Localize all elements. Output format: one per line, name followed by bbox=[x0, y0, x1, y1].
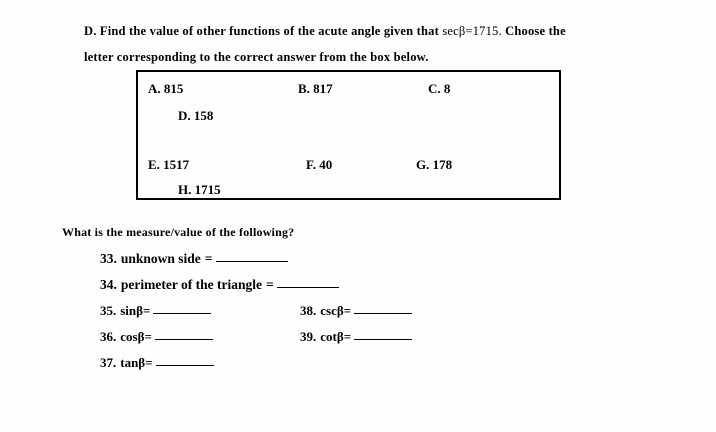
instructions-part-label: D. bbox=[84, 24, 97, 38]
question-item-34 bbox=[100, 276, 339, 293]
answer-option-b-value: 817 bbox=[313, 81, 333, 96]
question-item-33-equals: = bbox=[204, 251, 213, 266]
question-item-36 bbox=[100, 328, 213, 345]
question-item-36-equals: = bbox=[144, 329, 152, 344]
question-item-38-number: 38. bbox=[300, 303, 317, 318]
answer-option-c-value: 8 bbox=[443, 81, 451, 96]
question-items-list bbox=[100, 250, 580, 380]
question-item-37-text: tanβ bbox=[120, 355, 146, 370]
answer-option-b-letter: B. bbox=[298, 81, 310, 96]
question-item-35-answer-blank[interactable] bbox=[153, 301, 211, 314]
answer-option-e-value: 1517 bbox=[163, 157, 190, 172]
question-item-37-equals: = bbox=[145, 355, 153, 370]
instructions-text-before-math: Find the value of other functions of the acute angle given that bbox=[99, 24, 439, 38]
question-item-34-number: 34. bbox=[100, 277, 117, 292]
instructions-line-2: letter corresponding to the correct answer from the box below. bbox=[84, 50, 429, 64]
question-item-36-answer-blank[interactable] bbox=[155, 327, 213, 340]
answer-option-h bbox=[178, 182, 221, 198]
item-row bbox=[100, 250, 580, 276]
question-item-35 bbox=[100, 302, 211, 319]
question-item-39-text: cotβ bbox=[320, 329, 344, 344]
answer-option-a-letter: A. bbox=[148, 81, 161, 96]
answer-option-b bbox=[298, 81, 333, 97]
answer-option-e bbox=[148, 157, 189, 173]
item-row bbox=[100, 354, 580, 380]
question-item-39-equals: = bbox=[343, 329, 352, 344]
answer-option-h-value: 1715 bbox=[194, 182, 221, 197]
question-item-38-equals: = bbox=[343, 303, 352, 318]
instructions-math: secβ=1715. bbox=[442, 24, 502, 38]
answer-option-a bbox=[148, 81, 183, 97]
question-item-33-text: unknown side bbox=[120, 251, 201, 266]
answer-option-g bbox=[416, 157, 452, 173]
instructions-text-after-math: Choose the bbox=[505, 24, 566, 38]
item-row bbox=[100, 328, 580, 354]
question-item-37-number: 37. bbox=[100, 355, 117, 370]
question-item-33-number: 33. bbox=[100, 251, 117, 266]
question-item-33-answer-blank[interactable] bbox=[216, 249, 288, 262]
question-item-38 bbox=[300, 302, 412, 319]
answer-option-f-letter: F. bbox=[306, 157, 316, 172]
question-item-35-text: sinβ bbox=[120, 303, 143, 318]
question-item-34-answer-blank[interactable] bbox=[277, 275, 339, 288]
answer-option-h-letter: H. bbox=[178, 182, 192, 197]
answer-option-f-value: 40 bbox=[319, 157, 333, 172]
answer-option-c-letter: C. bbox=[428, 81, 441, 96]
question-item-36-text: cosβ bbox=[120, 329, 145, 344]
question-item-34-text: perimeter of the triangle bbox=[120, 277, 262, 292]
question-item-35-equals: = bbox=[143, 303, 151, 318]
item-row bbox=[100, 302, 580, 328]
item-row bbox=[100, 276, 580, 302]
answer-choice-box bbox=[136, 70, 561, 200]
question-item-35-number: 35. bbox=[100, 303, 117, 318]
question-item-39 bbox=[300, 328, 412, 345]
question-item-37 bbox=[100, 354, 214, 371]
question-item-38-answer-blank[interactable] bbox=[354, 301, 412, 314]
answer-option-f bbox=[306, 157, 332, 173]
answer-option-d bbox=[178, 108, 213, 124]
question-prompt: What is the measure/value of the following? bbox=[62, 225, 295, 239]
answer-option-d-letter: D. bbox=[178, 108, 191, 123]
question-item-36-number: 36. bbox=[100, 329, 117, 344]
instructions-paragraph bbox=[84, 18, 669, 70]
answer-option-g-value: 178 bbox=[432, 157, 453, 172]
question-item-38-text: cscβ bbox=[320, 303, 344, 318]
question-item-34-equals: = bbox=[265, 277, 274, 292]
question-item-33 bbox=[100, 250, 288, 267]
answer-option-g-letter: G. bbox=[416, 157, 430, 172]
answer-option-a-value: 815 bbox=[163, 81, 184, 96]
question-item-37-answer-blank[interactable] bbox=[156, 353, 214, 366]
answer-option-d-value: 158 bbox=[193, 108, 214, 123]
question-item-39-number: 39. bbox=[300, 329, 317, 344]
question-item-39-answer-blank[interactable] bbox=[354, 327, 412, 340]
answer-option-e-letter: E. bbox=[148, 157, 160, 172]
answer-option-c bbox=[428, 81, 450, 97]
